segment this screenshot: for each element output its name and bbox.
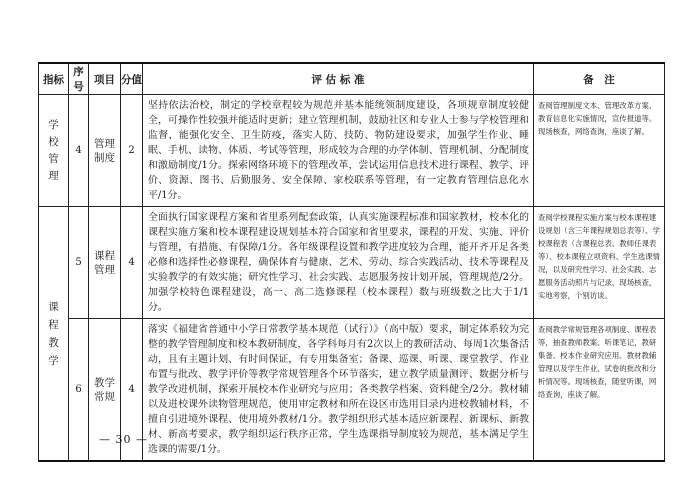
note-cell: 查阅管理制度文本、管理改革方案、教育信息化实施情况，宣传报道等。现场核查，网络查询，座谈了解。 bbox=[534, 95, 665, 207]
table-row bbox=[39, 95, 665, 207]
item-cell bbox=[89, 95, 121, 207]
item-label: 管理制度 bbox=[94, 137, 115, 164]
standard-cell: 坚持依法治校，制定的学校章程较为规范并基本能统领制度建设，各项规章制度较健全，可操作性较强并能适时更新；建立管理机制，鼓励社区和专业人士参与学校管理和监督，能强化安全、卫生防疫，落实人防、技防、物防建设要求，加强学生作业、睡眠、手机、读物、体质、考试等管理，形成较为合理的办学体制、管理机制、分配制度和激励制度/1分。探索网络环境下的管理改革，尝试运用信息技术进行课程、教学、评价、资源、图书、后勤服务、安全保障、家校联系等管理，有一定教育管理信息化水平/1分。 bbox=[143, 95, 534, 207]
seq-cell: 4 bbox=[69, 95, 89, 207]
header-item: 项目 bbox=[89, 63, 121, 95]
standard-cell: 落实《福建省普通中小学日常教学基本规范（试行）》（高中版）要求，制定体系较为完整的教学管理制度和校本教研制度，各学科每月有2次以上的教研活动、每周1次集备活动，且有主题计划、有时间保证，有专用集备室；备课、巡课、听课、课堂教学、作业布置与批改、教学评价等教学常规管理各个环节落实，建立教学质量测评、数据分析与教学改进机制，探索开展校本作业研究与应用；各类教学档案、资料健全/2分。教材辅以及进校课外读物管理规范，使用审定教材和所在设区市选用目录内进校教辅材料，不擅自引进境外课程、使用境外教材/1分。教学组织形式基本适应新课程、新课标、新教材、新高考要求，教学组织运行秩序正常，学生选课指导制度较为规范，基本满足学生选课的需要/1分。 bbox=[143, 319, 534, 462]
item-cell bbox=[89, 207, 121, 319]
score-cell: 4 bbox=[121, 207, 143, 319]
item-label: 课程管理 bbox=[94, 249, 115, 276]
indicator-cell bbox=[39, 207, 69, 462]
note-cell: 查阅学校课程实施方案与校本课程建设规划（含三年课程规划总表等）、学校课程表（含课程总表、教师任课表等）、校本课程立项资料、学生选课情况，以及研究性学习、社会实践、志愿服务活动照片与记录，现场核查，实地考察，个别访谈。 bbox=[534, 207, 665, 319]
score-cell: 4 bbox=[121, 319, 143, 462]
seq-cell: 6 bbox=[69, 319, 89, 462]
header-indicator: 指标 bbox=[39, 63, 69, 95]
standard-cell: 全面执行国家课程方案和省里系列配套政策，认真实施课程标准和国家教材，校本化的课程实施方案和校本课程建设规划基本符合国家和省里要求，课程的开发、实施、评价与管理，有措施、有保障/1分。各年级课程设置和教学进度较为合理，能开齐开足各类必修和选择性必修课程，确保体育与健康、艺术、劳动、综合实践活动、技术等课程及实验教学的有效实施；研究性学习、社会实践、志愿服务按计划开展，管理规范/2分。加强学校特色课程建设，高一、高二选修课程（校本课程）数与班级数之比大于1/1分。 bbox=[143, 207, 534, 319]
indicator-label: 课程教学 bbox=[48, 300, 59, 367]
seq-cell: 5 bbox=[69, 207, 89, 319]
item-label: 教学常规 bbox=[94, 376, 115, 403]
header-note: 备 注 bbox=[534, 63, 665, 95]
table-header-row bbox=[39, 63, 665, 95]
header-standard: 评 估 标 准 bbox=[143, 63, 534, 95]
score-cell: 2 bbox=[121, 95, 143, 207]
header-seq: 序号 bbox=[69, 63, 89, 95]
indicator-cell bbox=[39, 95, 69, 207]
note-cell: 查阅教学常规管理各项制度、课程表等，抽查教师教案、听课笔记，教研集备、校本作业研究应用、教材教辅管理以及学生作业、试卷的批改和分析情况等。现场核查，随堂听课，网络查询，座谈了解。 bbox=[534, 319, 665, 462]
page-number: — 30 — bbox=[99, 433, 148, 446]
table-row bbox=[39, 207, 665, 319]
header-score: 分值 bbox=[121, 63, 143, 95]
evaluation-table bbox=[38, 62, 665, 462]
indicator-label: 学校管理 bbox=[48, 118, 59, 182]
